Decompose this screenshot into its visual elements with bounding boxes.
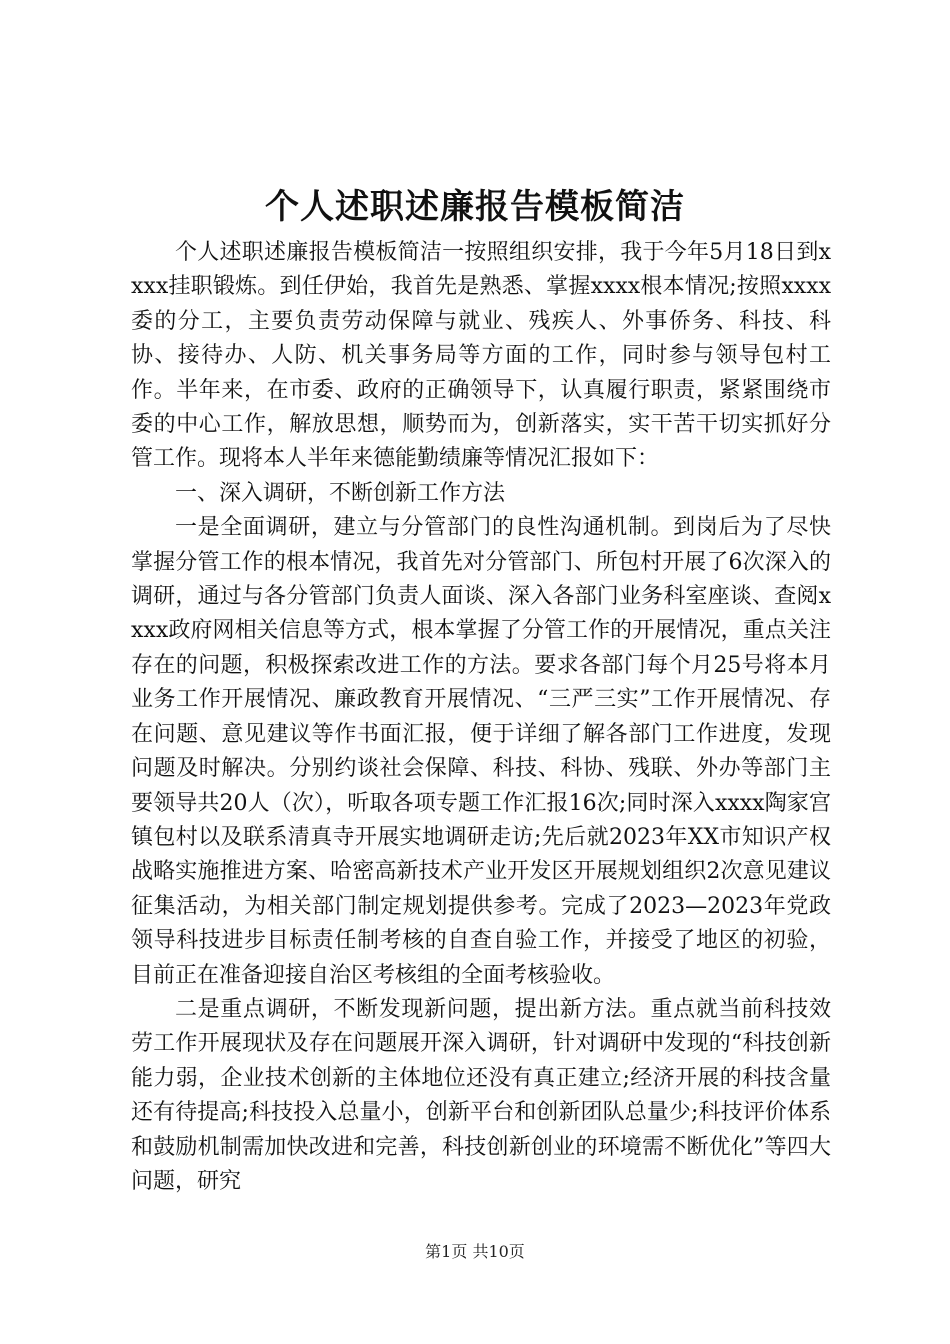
paragraph-intro: 个人述职述廉报告模板简洁一按照组织安排，我于今年5月18日到xxxx挂职锻炼。到任伊始，我首先是熟悉、掌握xxxx根本情况;按照xxxx委的分工，主要负责劳动保障与就业、残疾人、外事侨务、科技、科协、接待办、人防、机关事务局等方面的工作，同时参与领导包村工作。半年来，在市委、政府的正确领导下，认真履行职责，紧紧围绕市委的中心工作，解放思想，顺势而为，创新落实，实干苦干切实抓好分管工作。现将本人半年来德能勤绩廉等情况汇报如下： — [131, 240, 831, 472]
page-number-footer: 第1页 共10页 — [425, 1242, 525, 1261]
document-title: 个人述职述廉报告模板简洁 — [265, 187, 685, 227]
paragraph-key-research: 二是重点调研，不断发现新问题，提出新方法。重点就当前科技效劳工作开展现状及存在问题展开深入调研，针对调研中发现的“科技创新能力弱，企业技术创新的主体地位还没有真正建立;经济开展的科技含量还有待提高;科技投入总量小，创新平台和创新团队总量少;科技评价体系和鼓励机制需加快改进和完善，科技创新创业的环境需不断优化”等四大问题，研究 — [131, 996, 831, 1194]
document-body — [131, 236, 831, 1199]
section-heading-1: 一、深入调研，不断创新工作方法 — [175, 480, 506, 506]
paragraph-comprehensive-research: 一是全面调研，建立与分管部门的良性沟通机制。到岗后为了尽快掌握分管工作的根本情况，我首先对分管部门、所包村开展了6次深入的调研，通过与各分管部门负责人面谈、深入各部门业务科室座谈、查阅xxxx政府网相关信息等方式，根本掌握了分管工作的开展情况，重点关注存在的问题，积极探索改进工作的方法。要求各部门每个月25号将本月业务工作开展情况、廉政教育开展情况、“三严三实”工作开展情况、存在问题、意见建议等作书面汇报，便于详细了解各部门工作进度，发现问题及时解决。分别约谈社会保障、科技、科协、残联、外办等部门主要领导共20人（次），听取各项专题工作汇报16次;同时深入xxxx陶家宫镇包村以及联系清真寺开展实地调研走访;先后就2023年XX市知识产权战略实施推进方案、哈密高新技术产业开发区开展规划组织2次意见建议征集活动，为相关部门制定规划提供参考。完成了2023—2023年党政领导科技进步目标责任制考核的自查自验工作，并接受了地区的初验，目前正在准备迎接自治区考核组的全面考核验收。 — [131, 515, 831, 988]
